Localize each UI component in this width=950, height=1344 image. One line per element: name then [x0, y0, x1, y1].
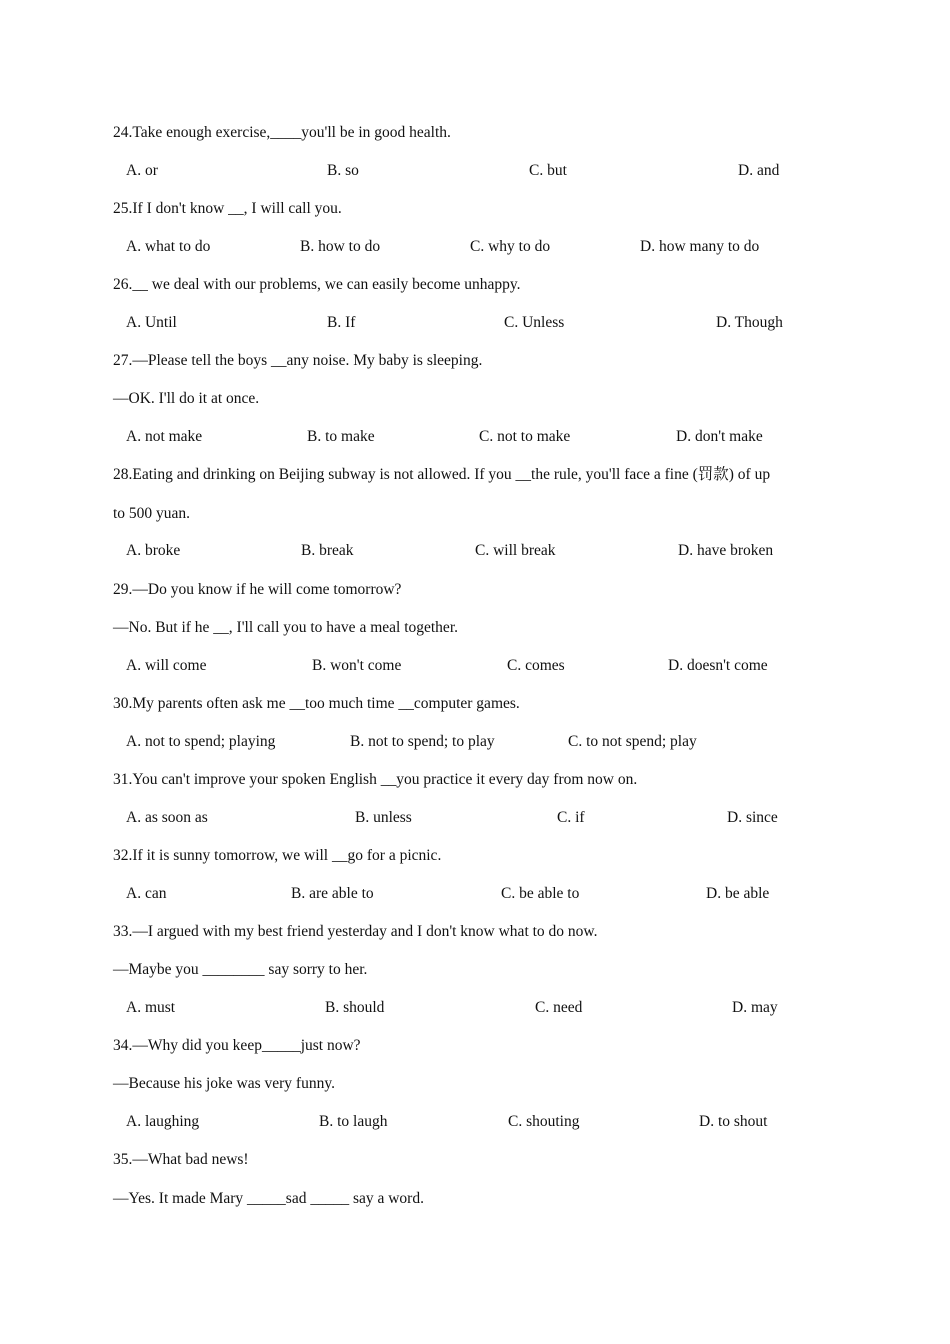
- question-33-reply: —Maybe you ________ say sorry to her.: [113, 961, 368, 978]
- question-24-option-c: C. but: [529, 162, 567, 179]
- question-24-option-b: B. so: [327, 162, 359, 179]
- question-30-option-a: A. not to spend; playing: [126, 733, 276, 750]
- question-25-option-d: D. how many to do: [640, 238, 760, 255]
- question-29-reply: —No. But if he __, I'll call you to have a meal together.: [113, 619, 458, 636]
- question-25-stem: 25.If I don't know __, I will call you.: [113, 200, 342, 217]
- question-28-stem: 28.Eating and drinking on Beijing subway is not allowed. If you __the rule, you'll face a fine (罚款) of up: [113, 466, 771, 483]
- question-34-option-a: A. laughing: [126, 1113, 200, 1130]
- question-35-stem: 35.—What bad news!: [113, 1151, 249, 1168]
- question-31-option-a: A. as soon as: [126, 809, 208, 826]
- question-27-option-d: D. don't make: [676, 428, 763, 445]
- question-32-stem: 32.If it is sunny tomorrow, we will __go for a picnic.: [113, 847, 442, 864]
- question-33-option-b: B. should: [325, 999, 385, 1016]
- question-34-stem: 34.—Why did you keep_____just now?: [113, 1037, 361, 1054]
- question-31-option-c: C. if: [557, 809, 585, 826]
- question-32-option-c: C. be able to: [501, 885, 580, 902]
- question-30-option-c: C. to not spend; play: [568, 733, 697, 750]
- question-31-option-b: B. unless: [355, 809, 412, 826]
- question-33-option-a: A. must: [126, 999, 176, 1016]
- question-33-stem: 33.—I argued with my best friend yesterday and I don't know what to do now.: [113, 923, 598, 940]
- question-24-option-d: D. and: [738, 162, 780, 179]
- question-29-option-b: B. won't come: [312, 657, 402, 674]
- question-33-option-c: C. need: [535, 999, 583, 1016]
- question-27-stem: 27.—Please tell the boys __any noise. My baby is sleeping.: [113, 352, 483, 369]
- question-29-option-d: D. doesn't come: [668, 657, 768, 674]
- question-30-stem: 30.My parents often ask me __too much time __computer games.: [113, 695, 520, 712]
- question-29-option-c: C. comes: [507, 657, 565, 674]
- question-32-option-a: A. can: [126, 885, 167, 902]
- question-32-option-d: D. be able: [706, 885, 770, 902]
- question-34-option-c: C. shouting: [508, 1113, 580, 1130]
- question-26-stem: 26.__ we deal with our problems, we can easily become unhappy.: [113, 276, 521, 293]
- question-24-stem: 24.Take enough exercise,____you'll be in good health.: [113, 124, 451, 141]
- question-31-stem: 31.You can't improve your spoken English __you practice it every day from now on.: [113, 771, 638, 788]
- question-28-option-d: D. have broken: [678, 542, 774, 559]
- question-28-option-c: C. will break: [475, 542, 556, 559]
- question-27-reply: —OK. I'll do it at once.: [113, 390, 260, 407]
- question-28-stem-continued: to 500 yuan.: [113, 505, 191, 522]
- question-28-option-b: B. break: [301, 542, 354, 559]
- question-34-option-d: D. to shout: [699, 1113, 768, 1130]
- question-25-option-c: C. why to do: [470, 238, 551, 255]
- question-28-option-a: A. broke: [126, 542, 181, 559]
- question-26-option-d: D. Though: [716, 314, 783, 331]
- question-27-option-a: A. not make: [126, 428, 203, 445]
- question-27-option-c: C. not to make: [479, 428, 571, 445]
- question-32-option-b: B. are able to: [291, 885, 374, 902]
- question-30-option-b: B. not to spend; to play: [350, 733, 495, 750]
- question-26-option-b: B. If: [327, 314, 356, 331]
- question-25-option-a: A. what to do: [126, 238, 211, 255]
- question-24-option-a: A. or: [126, 162, 158, 179]
- question-27-option-b: B. to make: [307, 428, 375, 445]
- question-29-option-a: A. will come: [126, 657, 207, 674]
- question-33-option-d: D. may: [732, 999, 778, 1016]
- question-34-reply: —Because his joke was very funny.: [113, 1075, 335, 1092]
- question-29-stem: 29.—Do you know if he will come tomorrow?: [113, 581, 402, 598]
- question-26-option-a: A. Until: [126, 314, 177, 331]
- question-31-option-d: D. since: [727, 809, 778, 826]
- question-34-option-b: B. to laugh: [319, 1113, 388, 1130]
- question-26-option-c: C. Unless: [504, 314, 565, 331]
- question-25-option-b: B. how to do: [300, 238, 381, 255]
- question-35-reply: —Yes. It made Mary _____sad _____ say a word.: [113, 1190, 424, 1207]
